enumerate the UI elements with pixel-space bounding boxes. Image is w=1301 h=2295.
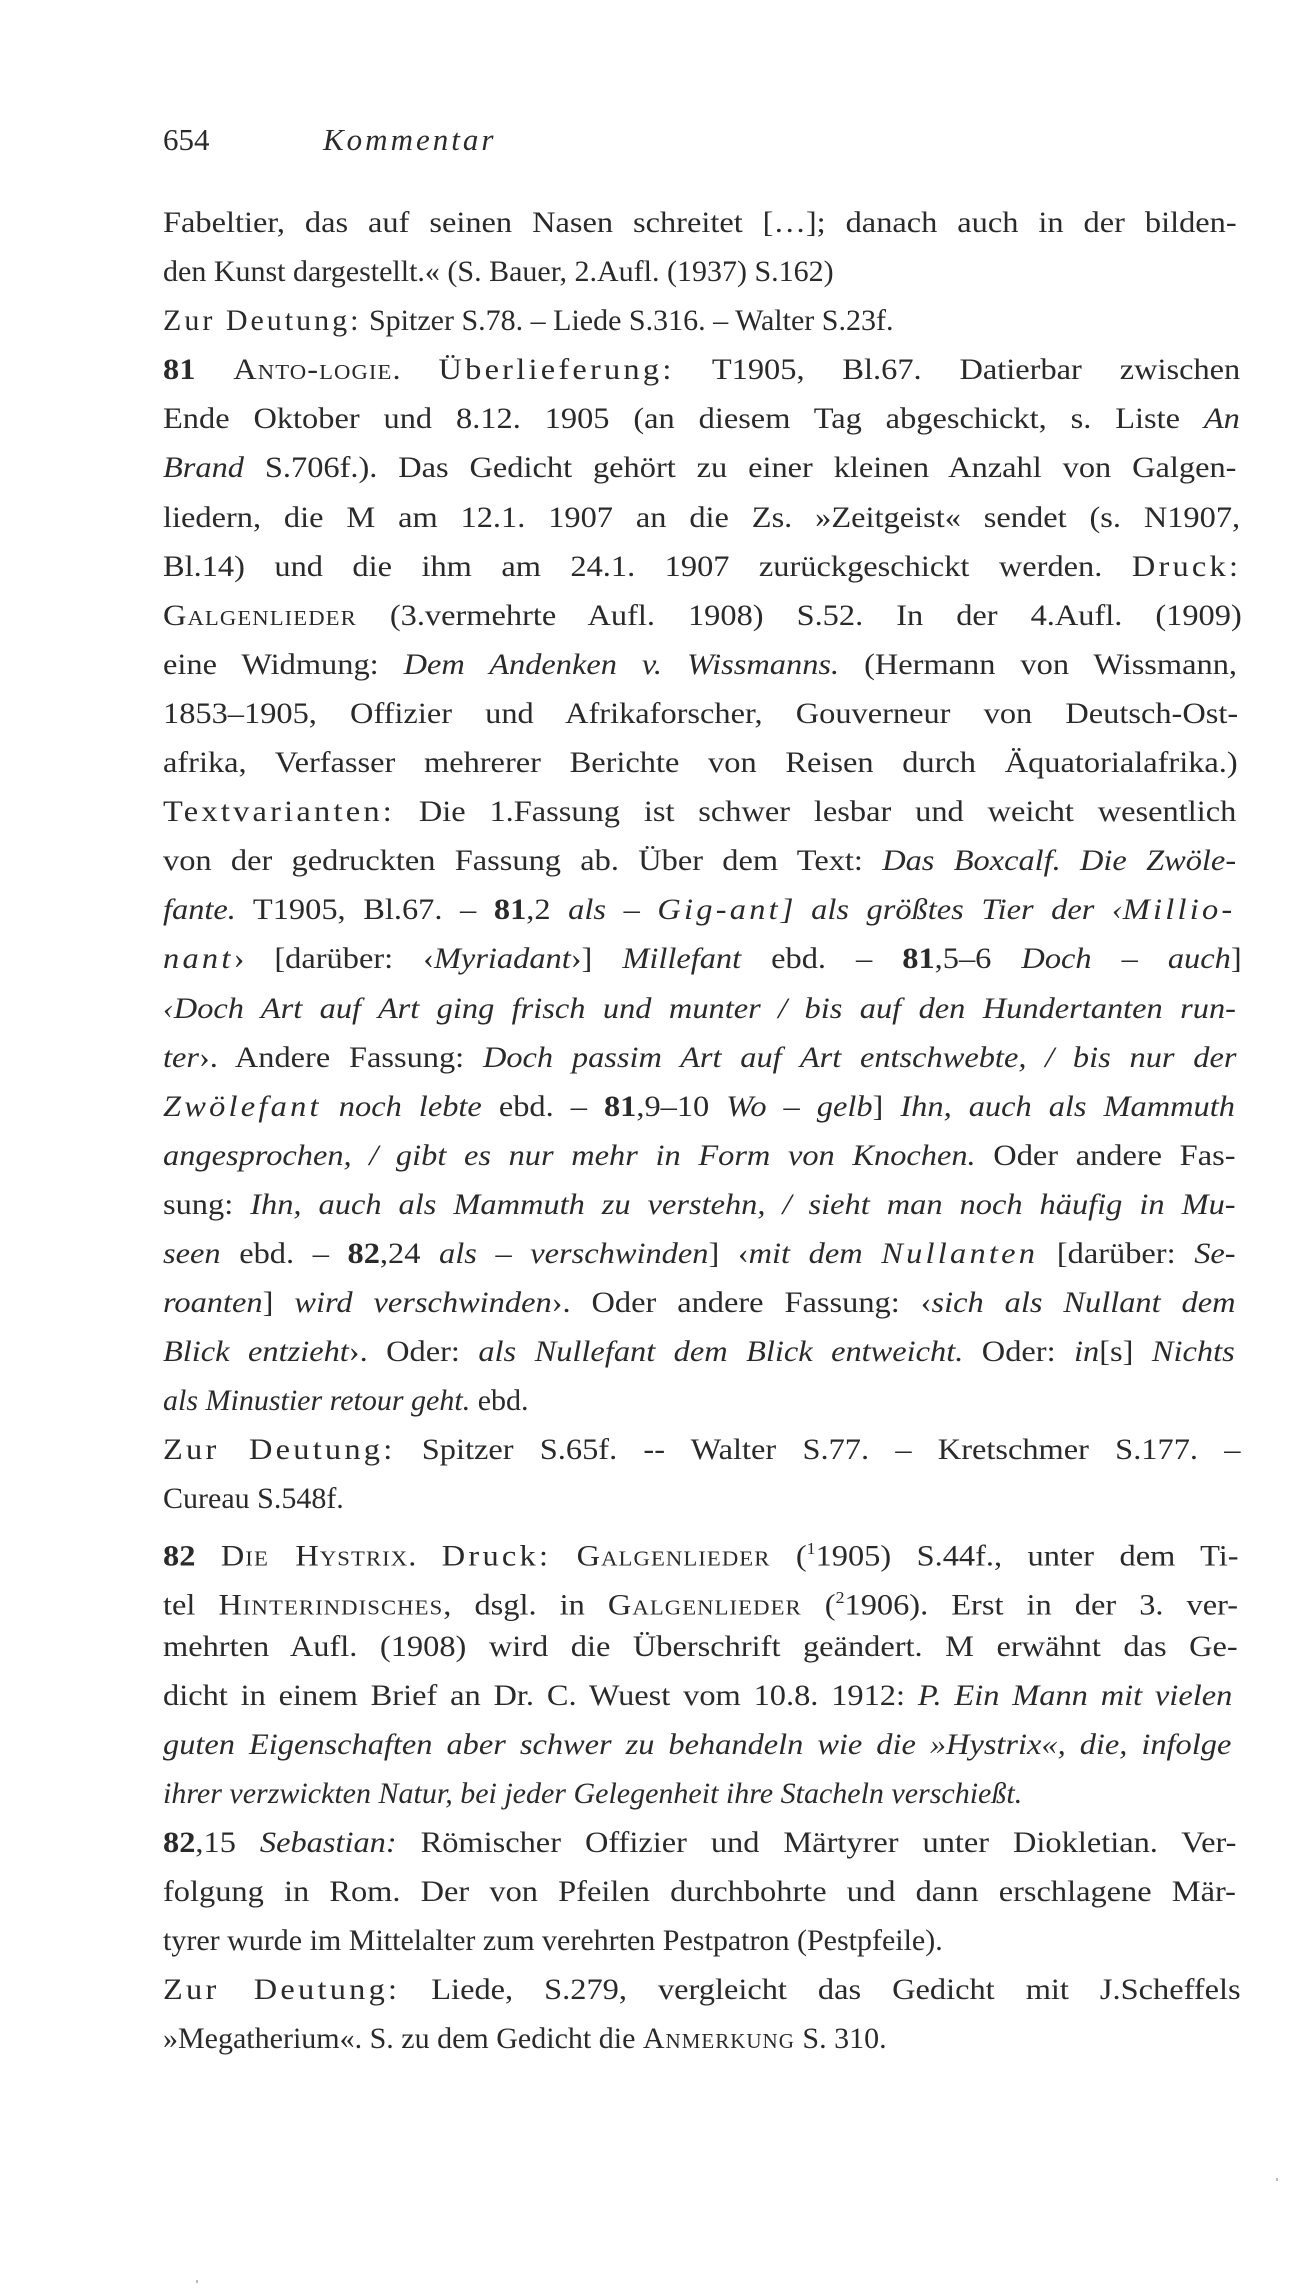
text-segment [195, 353, 233, 386]
text-segment: Spitzer S.65f. -- Walter S.77. – Kretschmer S.177. – [395, 1433, 1241, 1467]
italic-text: fante. [163, 893, 236, 927]
text-segment: Römischer Offizier und Märtyrer unter Diokletian. Ver- [396, 1826, 1237, 1860]
text-line [163, 1278, 1236, 1327]
text-segment: dicht in einem Brief an Dr. C. Wuest vom 10.8. 1912: [163, 1678, 918, 1712]
text-line-content [163, 1867, 1236, 1916]
italic-text: Doch passim Art auf Art entschwebte, / bis nur der [482, 1040, 1237, 1074]
text-line [163, 984, 1236, 1033]
text-line [163, 1720, 1232, 1769]
text-segment: mehrten Aufl. (1908) wird die Überschrift geändert. M erwähnt das Ge- [163, 1629, 1238, 1663]
text-segment: (Hermann von Wissmann, [839, 647, 1238, 681]
text-segment: von der gedruckten Fassung ab. Über dem Text: [163, 844, 883, 878]
text-segment: Fabeltier, das auf seinen Nasen schreitet […]; danach auch in der bilden- [163, 206, 1237, 239]
text-line [163, 493, 1241, 542]
text-line [163, 738, 1238, 787]
text-segment: ] [262, 1286, 295, 1320]
text-line-content [163, 1622, 1238, 1671]
text-segment: ,5–6 [934, 942, 1022, 976]
italic-text: Myriadant [433, 942, 571, 976]
text-line [163, 836, 1237, 885]
small-caps-title: Galgenlieder [576, 1539, 771, 1573]
text-segment: ( [770, 1539, 807, 1573]
page-number: 654 [163, 122, 210, 157]
spaced-text: Nullanten [881, 1236, 1039, 1270]
lemma-number: 82 [163, 1539, 196, 1573]
text-line [163, 1425, 1241, 1474]
text-line [163, 1327, 1235, 1376]
text-segment: . [408, 1539, 442, 1573]
scan-speck [1276, 2178, 1278, 2181]
text-line-content [163, 198, 1237, 247]
text-segment: ,24 [379, 1236, 440, 1270]
text-line [163, 1229, 1236, 1278]
italic-text: als – [568, 893, 658, 927]
text-segment: Liede, S.279, vergleicht das Gedicht mit J.Scheffels [400, 1973, 1241, 2007]
text-segment: folgung in Rom. Der von Pfeilen durchbohrte und dann erschlagene Mär- [163, 1875, 1236, 1909]
italic-text: noch lebte [321, 1089, 482, 1123]
small-caps-title: Anmerkung [642, 2022, 795, 2056]
text-segment: tel [163, 1588, 219, 1622]
text-line-content [163, 1671, 1232, 1720]
spaced-text: Textvarianten: [163, 795, 396, 829]
spaced-text: Gig-ant [657, 893, 781, 927]
text-line-content [163, 1278, 1236, 1327]
text-line [163, 1131, 1236, 1180]
text-segment: ›. Oder: [348, 1335, 479, 1369]
text-segment: [darüber: [1038, 1236, 1195, 1270]
text-segment: Oder: [963, 1335, 1075, 1369]
text-segment: Oder andere Fas- [975, 1138, 1236, 1172]
text-line [163, 591, 1242, 640]
text-line-content [163, 738, 1238, 787]
text-line-content [163, 1916, 943, 1965]
italic-text: sich als Nullant dem [931, 1286, 1236, 1320]
text-line [163, 1622, 1238, 1671]
superscript-edition: 2 [835, 1587, 845, 1607]
text-segment: afrika, Verfasser mehrerer Berichte von Reisen durch Äquatorialafrika.) [163, 746, 1238, 780]
text-segment: ›] [570, 942, 623, 976]
text-line [163, 198, 1237, 247]
text-segment: liedern, die M am 12.1. 1907 an die Zs. »Zeitgeist« sendet (s. N1907, [163, 500, 1241, 534]
italic-text: ] als größtes Tier der ‹ [780, 893, 1123, 927]
text-segment: Ende Oktober und 8.12. 1905 (an diesem Tag abgeschickt, s. Liste [163, 402, 1204, 436]
text-segment: Bl.14) und die ihm am 24.1. 1907 zurückgeschickt werden. [163, 549, 1132, 583]
text-segment: Spitzer S.78. – Liede S.316. – Walter S.23f. [361, 304, 894, 338]
text-line-content [163, 1425, 1240, 1474]
italic-text: Das Boxcalf. Die Zwöle- [882, 844, 1237, 878]
text-line [163, 1818, 1237, 1867]
text-line-content [163, 787, 1236, 836]
lemma-number: 81 [603, 1089, 637, 1123]
text-segment: S.706f.). Das Gedicht gehört zu einer kleinen Anzahl von Galgen- [244, 451, 1237, 485]
small-caps-title: Hinterindisches [218, 1588, 444, 1622]
text-segment: (3.vermehrte Aufl. 1908) S.52. In der 4.Aufl. (1909) [356, 598, 1242, 632]
text-line [163, 2014, 1227, 2063]
text-segment: ,2 [526, 893, 569, 927]
lemma-number: 82 [347, 1236, 380, 1270]
text-segment: ] ‹ [708, 1236, 749, 1270]
spaced-text: Druck: [1131, 549, 1242, 583]
italic-text: Se- [1194, 1236, 1236, 1270]
text-segment: 1905) S.44f., unter dem Ti- [815, 1539, 1239, 1573]
text-segment: »Megatherium«. S. zu dem Gedicht die [163, 2022, 643, 2056]
commentary-body [163, 198, 1242, 2064]
italic-text: Ihn, auch als Mammuth [900, 1089, 1235, 1123]
spaced-text: Zwölefant [163, 1089, 322, 1123]
text-segment: ,15 [195, 1826, 260, 1860]
text-line [163, 1965, 1241, 2014]
text-segment: ›. Andere Fassung: [198, 1040, 483, 1074]
text-segment: ,9–10 [636, 1089, 727, 1123]
text-line [163, 394, 1240, 443]
text-line-content [163, 1327, 1235, 1376]
italic-text: Doch – auch [1021, 942, 1231, 976]
text-segment: ebd. – [741, 942, 903, 976]
running-head [163, 118, 496, 162]
text-line [163, 1524, 1239, 1573]
text-segment: . [392, 353, 439, 387]
text-line [163, 1474, 1227, 1523]
lemma-number: 81 [163, 353, 196, 387]
text-line-content [163, 1474, 344, 1523]
text-line [163, 1916, 1227, 1965]
text-segment: Cureau S.548f. [163, 1482, 344, 1516]
text-segment: [s] [1099, 1335, 1152, 1369]
italic-text: Ihn, auch als Mammuth zu verstehn, / sieht man noch häufig in Mu- [250, 1187, 1236, 1221]
text-segment [195, 1539, 220, 1572]
text-line-content [163, 296, 893, 345]
text-line [163, 247, 1227, 296]
spaced-text: Millio- [1122, 893, 1236, 927]
text-line-content [163, 1965, 1241, 2014]
italic-text: als Minustier retour geht. [163, 1384, 471, 1418]
text-line [163, 443, 1237, 492]
text-line-content [163, 1180, 1236, 1229]
text-line [163, 1376, 1227, 1425]
text-line [163, 542, 1242, 591]
text-line [163, 296, 1227, 345]
text-line-content [163, 1229, 1236, 1278]
text-line-content [163, 443, 1236, 492]
text-segment: 1906). Erst in der 3. ver- [844, 1588, 1239, 1622]
superscript-edition: 1 [806, 1538, 816, 1558]
italic-text: in [1074, 1335, 1100, 1369]
text-segment: ] [872, 1089, 901, 1123]
text-line-content [163, 640, 1237, 689]
italic-text: als – verschwinden [439, 1236, 709, 1270]
spaced-text: Druck: [441, 1539, 552, 1573]
spaced-text: Zur Deutung: [163, 1433, 396, 1467]
italic-text: mit dem [748, 1236, 882, 1270]
spaced-text: Zur Deutung: [163, 304, 362, 338]
small-caps-title: Galgenlieder [607, 1588, 802, 1622]
text-line-content [163, 1376, 529, 1425]
text-line [163, 1867, 1236, 1916]
italic-text: als Nullefant dem Blick entweicht. [478, 1335, 964, 1369]
text-line-content [163, 1033, 1236, 1082]
text-line [163, 1671, 1233, 1720]
italic-text: Millefant [622, 942, 742, 976]
text-segment: ›. Oder andere Fassung: ‹ [551, 1286, 932, 1320]
small-caps-title: Die Hystrix [220, 1539, 409, 1573]
text-line-content [163, 591, 1242, 640]
italic-text: Nichts [1151, 1335, 1235, 1369]
spaced-text: nant [163, 942, 234, 976]
text-line [163, 1769, 1227, 1818]
italic-text: Brand [163, 451, 244, 485]
text-line-content [163, 345, 1240, 394]
italic-text: Dem Andenken v. Wissmanns. [403, 647, 840, 681]
text-segment: T1905, Bl.67. – [235, 893, 494, 927]
small-caps-title: Galgenlieder [163, 598, 357, 632]
spaced-text: Überlieferung: [438, 353, 675, 387]
text-line-content [163, 885, 1235, 934]
text-line [163, 885, 1236, 934]
text-line [163, 1573, 1239, 1622]
text-segment: Die 1.Fassung ist schwer lesbar und weicht wesentlich [395, 795, 1237, 829]
text-segment: ebd. [470, 1384, 529, 1418]
text-line [163, 345, 1241, 394]
text-line-content [163, 1769, 1022, 1818]
italic-text: Blick entzieht [163, 1335, 349, 1369]
italic-text: An [1203, 402, 1240, 436]
text-line-content [163, 984, 1236, 1033]
text-line-content [163, 493, 1240, 542]
spaced-text: Zur Deutung: [163, 1973, 401, 2007]
italic-text: P. Ein Mann mit vielen [917, 1678, 1233, 1712]
text-line-content [163, 394, 1240, 443]
text-segment: T1905, Bl.67. Datierbar zwischen [674, 353, 1241, 387]
text-segment: ] [1230, 942, 1242, 976]
text-segment: ebd. – [220, 1236, 348, 1270]
italic-text: wird verschwinden [294, 1286, 552, 1320]
text-line [163, 1082, 1235, 1131]
running-title: Kommentar [323, 122, 497, 157]
text-line-content [163, 542, 1241, 591]
text-segment: tyrer wurde im Mittelalter zum verehrten Pestpatron (Pestpfeile). [163, 1924, 943, 1958]
scan-speck [196, 2280, 198, 2283]
text-line-content [163, 689, 1238, 738]
italic-text: roanten [163, 1286, 263, 1320]
text-line-content [163, 934, 1242, 983]
text-segment: , dsgl. in [443, 1588, 608, 1622]
text-line-content [163, 1082, 1235, 1131]
text-segment: eine Widmung: [163, 647, 404, 681]
text-segment: 1853–1905, Offizier und Afrikaforscher, Gouverneur von Deutsch-Ost- [163, 696, 1239, 730]
italic-text: ter [163, 1040, 199, 1074]
italic-text: seen [163, 1236, 221, 1270]
text-line-content [163, 1818, 1236, 1867]
text-line [163, 1033, 1237, 1082]
text-segment: S. 310. [794, 2022, 887, 2056]
text-segment: ( [801, 1588, 836, 1622]
text-line [163, 640, 1238, 689]
text-line [163, 689, 1239, 738]
italic-text: guten Eigenschaften aber schwer zu behandeln wie die »Hystrix«, die, infolge [163, 1727, 1232, 1761]
lemma-number: 82 [163, 1826, 196, 1860]
lemma-number: 81 [902, 942, 935, 976]
text-line [163, 1180, 1236, 1229]
text-line [163, 787, 1237, 836]
text-line [163, 934, 1242, 983]
text-segment [551, 1539, 576, 1572]
text-line-content [163, 1720, 1231, 1769]
text-segment: den Kunst dargestellt.« (S. Bauer, 2.Aufl. (1937) S.162) [163, 255, 834, 289]
italic-text: Wo – gelb [726, 1089, 873, 1123]
italic-text: angesprochen, / gibt es nur mehr in Form von Knochen. [163, 1138, 976, 1172]
text-segment: › [darüber: ‹ [233, 942, 434, 976]
italic-text: Sebastian: [259, 1826, 397, 1860]
italic-text: ‹Doch Art auf Art ging frisch und munter / bis auf den Hundertanten run- [163, 991, 1236, 1025]
text-segment: ebd. – [481, 1089, 604, 1123]
text-line-content [163, 1131, 1235, 1180]
text-segment: sung: [163, 1187, 251, 1221]
text-line-content [163, 247, 834, 296]
lemma-number: 81 [493, 893, 527, 927]
italic-text: ihrer verzwickten Natur, bei jeder Gelegenheit ihre Stacheln verschießt. [163, 1777, 1023, 1810]
text-line-content [163, 2014, 887, 2063]
text-line-content [163, 836, 1236, 885]
small-caps-title: Anto-logie [233, 353, 393, 387]
